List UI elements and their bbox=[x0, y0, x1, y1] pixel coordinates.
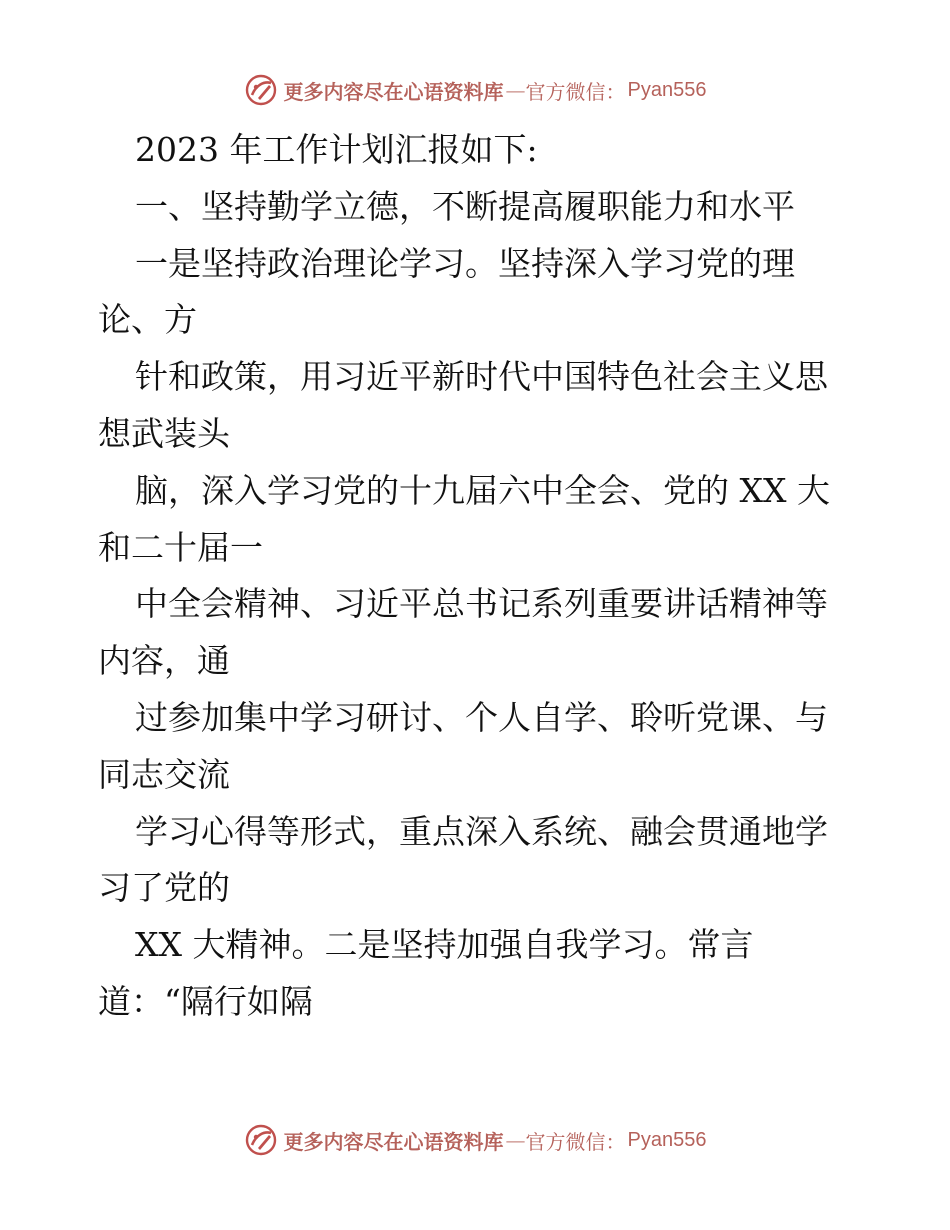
text-line: 针和政策，用习近平新时代中国特色社会主义思 bbox=[135, 357, 828, 397]
text-line: 同志交流 bbox=[98, 754, 230, 794]
text-line: XX 大精神。二是坚持加强自我学习。常言 bbox=[135, 925, 754, 965]
text-line: 脑，深入学习党的十九届六中全会、党的 XX 大 bbox=[135, 470, 830, 510]
watermark-wechat-label: 官方微信： bbox=[525, 79, 626, 104]
text-line: 内容，通 bbox=[98, 641, 230, 681]
text-line: 学习心得等形式，重点深入系统、融会贯通地学 bbox=[135, 811, 828, 851]
text-line: 习了党的 bbox=[98, 868, 230, 908]
pen-swirl-icon bbox=[244, 73, 278, 107]
watermark-brand: 更多内容尽在心语资料库 bbox=[283, 1129, 504, 1154]
text-line: 中全会精神、习近平总书记系列重要讲话精神等 bbox=[135, 584, 828, 624]
document-body bbox=[98, 122, 858, 1031]
watermark-wechat-label: 官方微信： bbox=[525, 1129, 626, 1154]
text-line: 和二十届一 bbox=[98, 527, 263, 567]
text-line: 2023 年工作计划汇报如下: bbox=[135, 130, 538, 169]
footer-watermark bbox=[0, 1120, 950, 1160]
text-line: 道：“隔行如隔 bbox=[98, 981, 313, 1021]
text-line: 一是坚持政治理论学习。坚持深入学习党的理 bbox=[135, 243, 795, 283]
text-line: 论、方 bbox=[98, 300, 197, 340]
watermark-account: Pyan556 bbox=[627, 78, 707, 101]
watermark-brand: 更多内容尽在心语资料库 bbox=[283, 79, 504, 104]
watermark-separator: — bbox=[505, 78, 524, 102]
watermark-account: Pyan556 bbox=[627, 1128, 707, 1151]
text-line: 过参加集中学习研讨、个人自学、聆听党课、与 bbox=[135, 697, 828, 737]
text-line: 想武装头 bbox=[98, 413, 230, 453]
pen-swirl-icon bbox=[244, 1123, 278, 1157]
watermark-separator: — bbox=[505, 1128, 524, 1152]
text-line: 一、坚持勤学立德，不断提高履职能力和水平 bbox=[135, 186, 795, 226]
header-watermark bbox=[0, 70, 950, 110]
